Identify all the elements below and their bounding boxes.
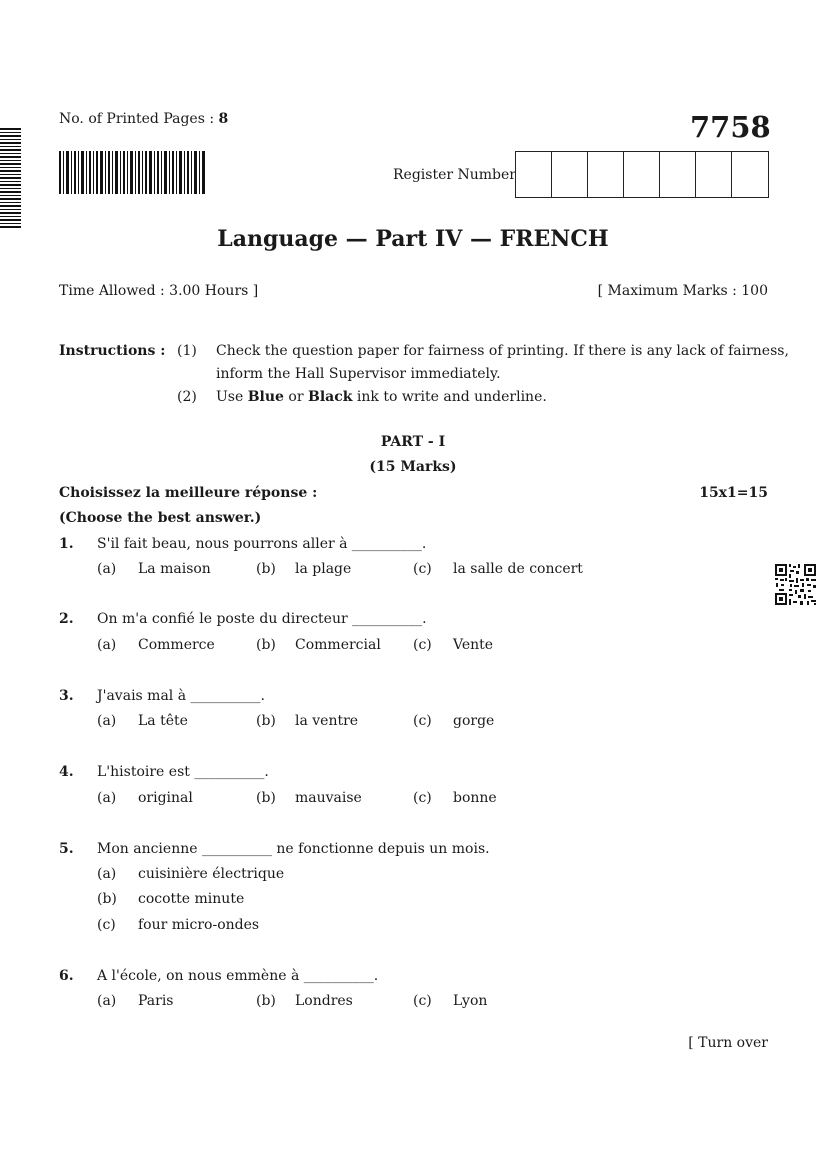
option-label: (b) bbox=[97, 891, 117, 907]
option-label: (b) bbox=[256, 713, 276, 729]
side-barcode-graphic bbox=[0, 128, 21, 228]
option-label: (c) bbox=[413, 713, 432, 729]
option-text: bonne bbox=[453, 790, 497, 806]
option-text: Paris bbox=[138, 993, 174, 1009]
option-text: la salle de concert bbox=[453, 561, 583, 577]
option-text: Lyon bbox=[453, 993, 488, 1009]
instruction-text-part: or bbox=[283, 389, 308, 405]
question-number: 3. bbox=[59, 688, 74, 704]
question-number: 5. bbox=[59, 841, 74, 857]
time-allowed: Time Allowed : 3.00 Hours ] bbox=[59, 283, 259, 299]
register-digit-box[interactable] bbox=[552, 152, 588, 197]
question-number: 2. bbox=[59, 611, 74, 627]
section-instruction-fr: Choisissez la meilleure réponse : bbox=[59, 485, 318, 501]
instruction-text-part: Use bbox=[216, 389, 248, 405]
register-number-boxes[interactable] bbox=[515, 151, 769, 198]
instruction-text: Check the question paper for fairness of printing. If there is any lack of fairness, bbox=[216, 343, 789, 359]
printed-pages-label: No. of Printed Pages : bbox=[59, 111, 215, 127]
option-text: gorge bbox=[453, 713, 495, 729]
instruction-text-part: ink to write and underline. bbox=[352, 389, 547, 405]
question-number: 1. bbox=[59, 536, 74, 552]
register-number-label: Register Number bbox=[393, 167, 516, 183]
option-text: La tête bbox=[138, 713, 188, 729]
instruction-number: (1) bbox=[177, 343, 197, 359]
question-text: A l'école, on nous emmène à __________. bbox=[97, 968, 379, 984]
option-label: (c) bbox=[413, 790, 432, 806]
barcode-graphic bbox=[59, 151, 205, 194]
instruction-text: inform the Hall Supervisor immediately. bbox=[216, 366, 501, 382]
option-text: cuisinière électrique bbox=[138, 866, 285, 882]
register-digit-box[interactable] bbox=[624, 152, 660, 197]
question-number: 6. bbox=[59, 968, 74, 984]
option-label: (b) bbox=[256, 561, 276, 577]
register-digit-box[interactable] bbox=[732, 152, 768, 197]
part-marks: (15 Marks) bbox=[369, 459, 457, 475]
register-digit-box[interactable] bbox=[516, 152, 552, 197]
option-text: Commerce bbox=[138, 637, 215, 653]
option-label: (a) bbox=[97, 561, 117, 577]
question-text: L'histoire est __________. bbox=[97, 764, 269, 780]
option-label: (b) bbox=[256, 790, 276, 806]
section-instruction-en: (Choose the best answer.) bbox=[59, 510, 262, 526]
option-label: (b) bbox=[256, 637, 276, 653]
option-text: four micro-ondes bbox=[138, 917, 260, 933]
section-score: 15x1=15 bbox=[699, 485, 768, 501]
option-text: la plage bbox=[295, 561, 352, 577]
option-text: Commercial bbox=[295, 637, 381, 653]
option-label: (c) bbox=[413, 561, 432, 577]
option-text: La maison bbox=[138, 561, 211, 577]
instruction-number: (2) bbox=[177, 389, 197, 405]
register-digit-box[interactable] bbox=[588, 152, 624, 197]
option-label: (c) bbox=[413, 993, 432, 1009]
option-label: (a) bbox=[97, 993, 117, 1009]
question-text: J'avais mal à __________. bbox=[97, 688, 265, 704]
instructions-label: Instructions : bbox=[59, 343, 166, 359]
option-text: Londres bbox=[295, 993, 353, 1009]
maximum-marks: [ Maximum Marks : 100 bbox=[597, 283, 768, 299]
question-text: Mon ancienne __________ ne fonctionne depuis un mois. bbox=[97, 841, 490, 857]
ink-blue: Blue bbox=[247, 389, 284, 405]
register-digit-box[interactable] bbox=[696, 152, 732, 197]
register-digit-box[interactable] bbox=[660, 152, 696, 197]
option-text: Vente bbox=[453, 637, 494, 653]
option-text: original bbox=[138, 790, 193, 806]
qr-code-graphic bbox=[775, 564, 816, 605]
option-label: (a) bbox=[97, 790, 117, 806]
option-text: la ventre bbox=[295, 713, 359, 729]
part-title: PART - I bbox=[380, 434, 446, 450]
question-number: 4. bbox=[59, 764, 74, 780]
option-text: cocotte minute bbox=[138, 891, 245, 907]
instruction-text bbox=[216, 389, 547, 405]
option-label: (c) bbox=[97, 917, 116, 933]
turn-over-note: [ Turn over bbox=[688, 1035, 768, 1051]
printed-pages-value: 8 bbox=[218, 111, 229, 127]
option-label: (b) bbox=[256, 993, 276, 1009]
option-text: mauvaise bbox=[295, 790, 362, 806]
question-text: On m'a confié le poste du directeur __________. bbox=[97, 611, 427, 627]
option-label: (a) bbox=[97, 637, 117, 653]
paper-code: 7758 bbox=[690, 110, 771, 144]
ink-black: Black bbox=[308, 389, 353, 405]
option-label: (c) bbox=[413, 637, 432, 653]
option-label: (a) bbox=[97, 866, 117, 882]
option-label: (a) bbox=[97, 713, 117, 729]
question-text: S'il fait beau, nous pourrons aller à __________. bbox=[97, 536, 427, 552]
page-title: Language — Part IV — FRENCH bbox=[217, 226, 609, 252]
printed-pages bbox=[59, 111, 228, 127]
